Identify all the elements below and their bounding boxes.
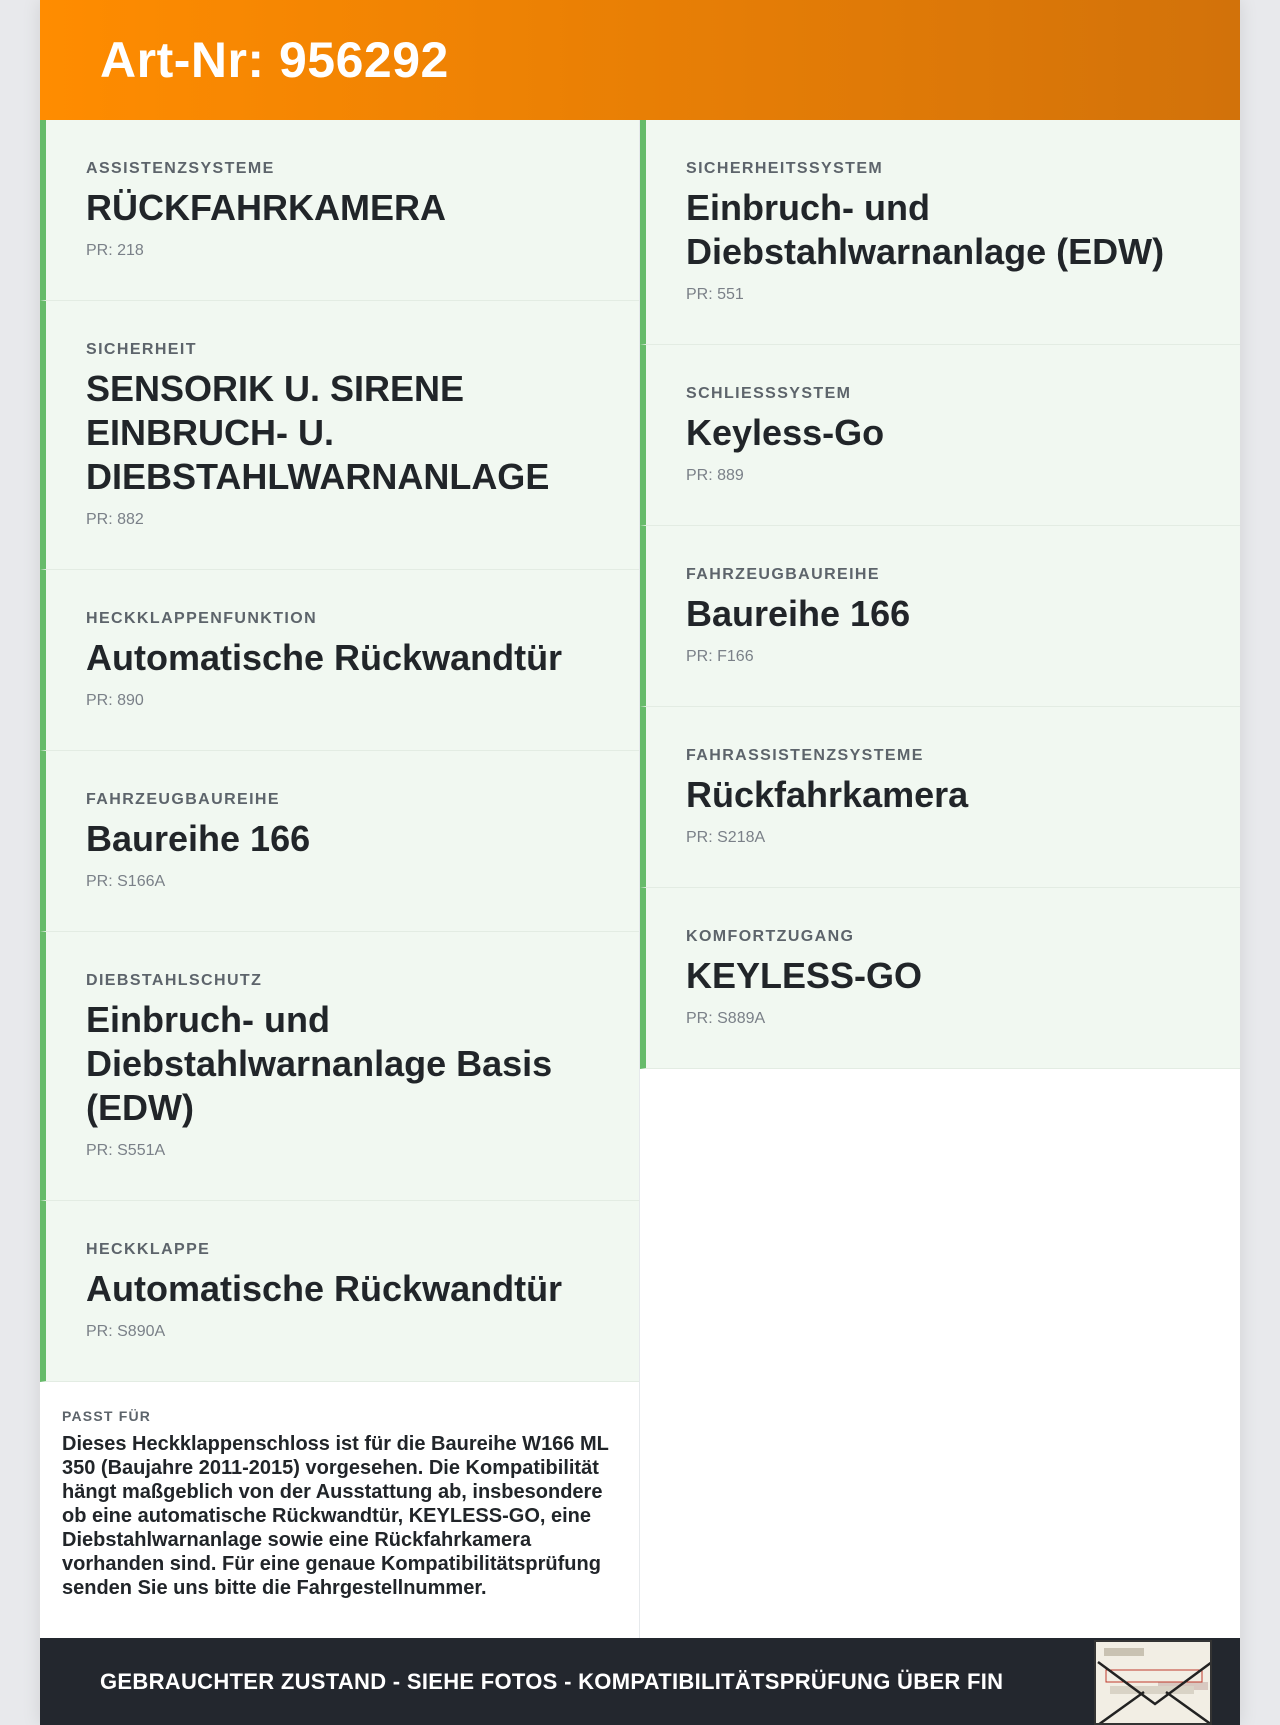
- card-category: SCHLIESSSYSTEM: [686, 385, 852, 402]
- card-value: Automatische Rückwandtür: [86, 637, 563, 678]
- card-pr-code: PR: F166: [686, 648, 754, 665]
- card-category: FAHRZEUGBAUREIHE: [686, 566, 880, 583]
- card-pr-code: PR: 882: [86, 511, 144, 528]
- card-category: FAHRZEUGBAUREIHE: [86, 791, 280, 808]
- card-category: FAHRASSISTENZSYSTEME: [686, 747, 924, 764]
- equipment-card: [40, 301, 639, 570]
- equipment-card: [40, 1201, 639, 1382]
- card-category: HECKKLAPPE: [86, 1241, 211, 1258]
- card-value: Keyless-Go: [686, 412, 885, 453]
- compatibility-section: [40, 1382, 639, 1620]
- card-value: Automatische Rückwandtür: [86, 1268, 563, 1309]
- card-value: Baureihe 166: [686, 593, 911, 634]
- article-number-title: Art-Nr: 956292: [100, 32, 449, 88]
- equipment-card: [40, 932, 639, 1201]
- product-sheet: [40, 0, 1240, 1725]
- equipment-columns: [40, 120, 1240, 1638]
- card-value: Einbruch- und Diebstahlwarnanlage Basis (EDW): [86, 999, 553, 1128]
- card-category: SICHERHEITSSYSTEM: [686, 160, 884, 177]
- card-pr-code: PR: S551A: [86, 1142, 166, 1159]
- card-pr-code: PR: 889: [686, 467, 744, 484]
- left-card-list: [40, 120, 639, 1382]
- equipment-card: [40, 570, 639, 751]
- card-pr-code: PR: S166A: [86, 873, 166, 890]
- envelope-stamp-icon: [1094, 1640, 1212, 1725]
- card-value: Baureihe 166: [86, 818, 311, 859]
- header-bar: [40, 0, 1240, 120]
- card-pr-code: PR: 551: [686, 286, 744, 303]
- equipment-card: [40, 751, 639, 932]
- card-pr-code: PR: S889A: [686, 1010, 766, 1027]
- card-category: SICHERHEIT: [86, 341, 197, 358]
- equipment-card: [640, 345, 1240, 526]
- card-pr-code: PR: S890A: [86, 1323, 166, 1340]
- card-pr-code: PR: 890: [86, 692, 144, 709]
- card-value: RÜCKFAHRKAMERA: [86, 187, 446, 228]
- right-card-list: [640, 120, 1240, 1069]
- equipment-card: [640, 526, 1240, 707]
- compatibility-label: PASST FÜR: [62, 1408, 152, 1424]
- card-category: KOMFORTZUGANG: [686, 928, 855, 945]
- compatibility-text: Dieses Heckklappenschloss ist für die Baureihe W166 ML 350 (Baujahre 2011-2015) vorgesehen. Die Kompatibilität hängt maßgeblich von der Ausstattung ab, insbesondere ob eine automatische Rückwandtür, KEYLESS-GO, eine Diebstahlwarnanlage sowie eine Rückfahrkamera vorhanden sind. Für eine genaue Kompatibilitätsprüfung senden Sie uns bitte die Fahrgestellnummer.: [62, 1433, 609, 1599]
- card-category: ASSISTENZSYSTEME: [86, 160, 275, 177]
- footer-text: GEBRAUCHTER ZUSTAND - SIEHE FOTOS - KOMPATIBILITÄTSPRÜFUNG ÜBER FIN: [100, 1668, 1004, 1694]
- equipment-card: [40, 120, 639, 301]
- equipment-card: [640, 707, 1240, 888]
- right-column: [640, 120, 1240, 1638]
- card-value: Rückfahrkamera: [686, 774, 969, 815]
- card-value: Einbruch- und Diebstahlwarnanlage (EDW): [686, 187, 1165, 272]
- equipment-card: [640, 888, 1240, 1069]
- card-category: DIEBSTAHLSCHUTZ: [86, 972, 263, 989]
- card-value: KEYLESS-GO: [686, 955, 923, 996]
- equipment-card: [640, 120, 1240, 345]
- left-column: [40, 120, 640, 1638]
- card-value: SENSORIK U. SIRENE EINBRUCH- U. DIEBSTAHLWARNANLAGE: [86, 368, 550, 497]
- card-pr-code: PR: S218A: [686, 829, 766, 846]
- card-category: HECKKLAPPENFUNKTION: [86, 610, 318, 627]
- card-pr-code: PR: 218: [86, 242, 144, 259]
- footer-bar: [40, 1638, 1240, 1725]
